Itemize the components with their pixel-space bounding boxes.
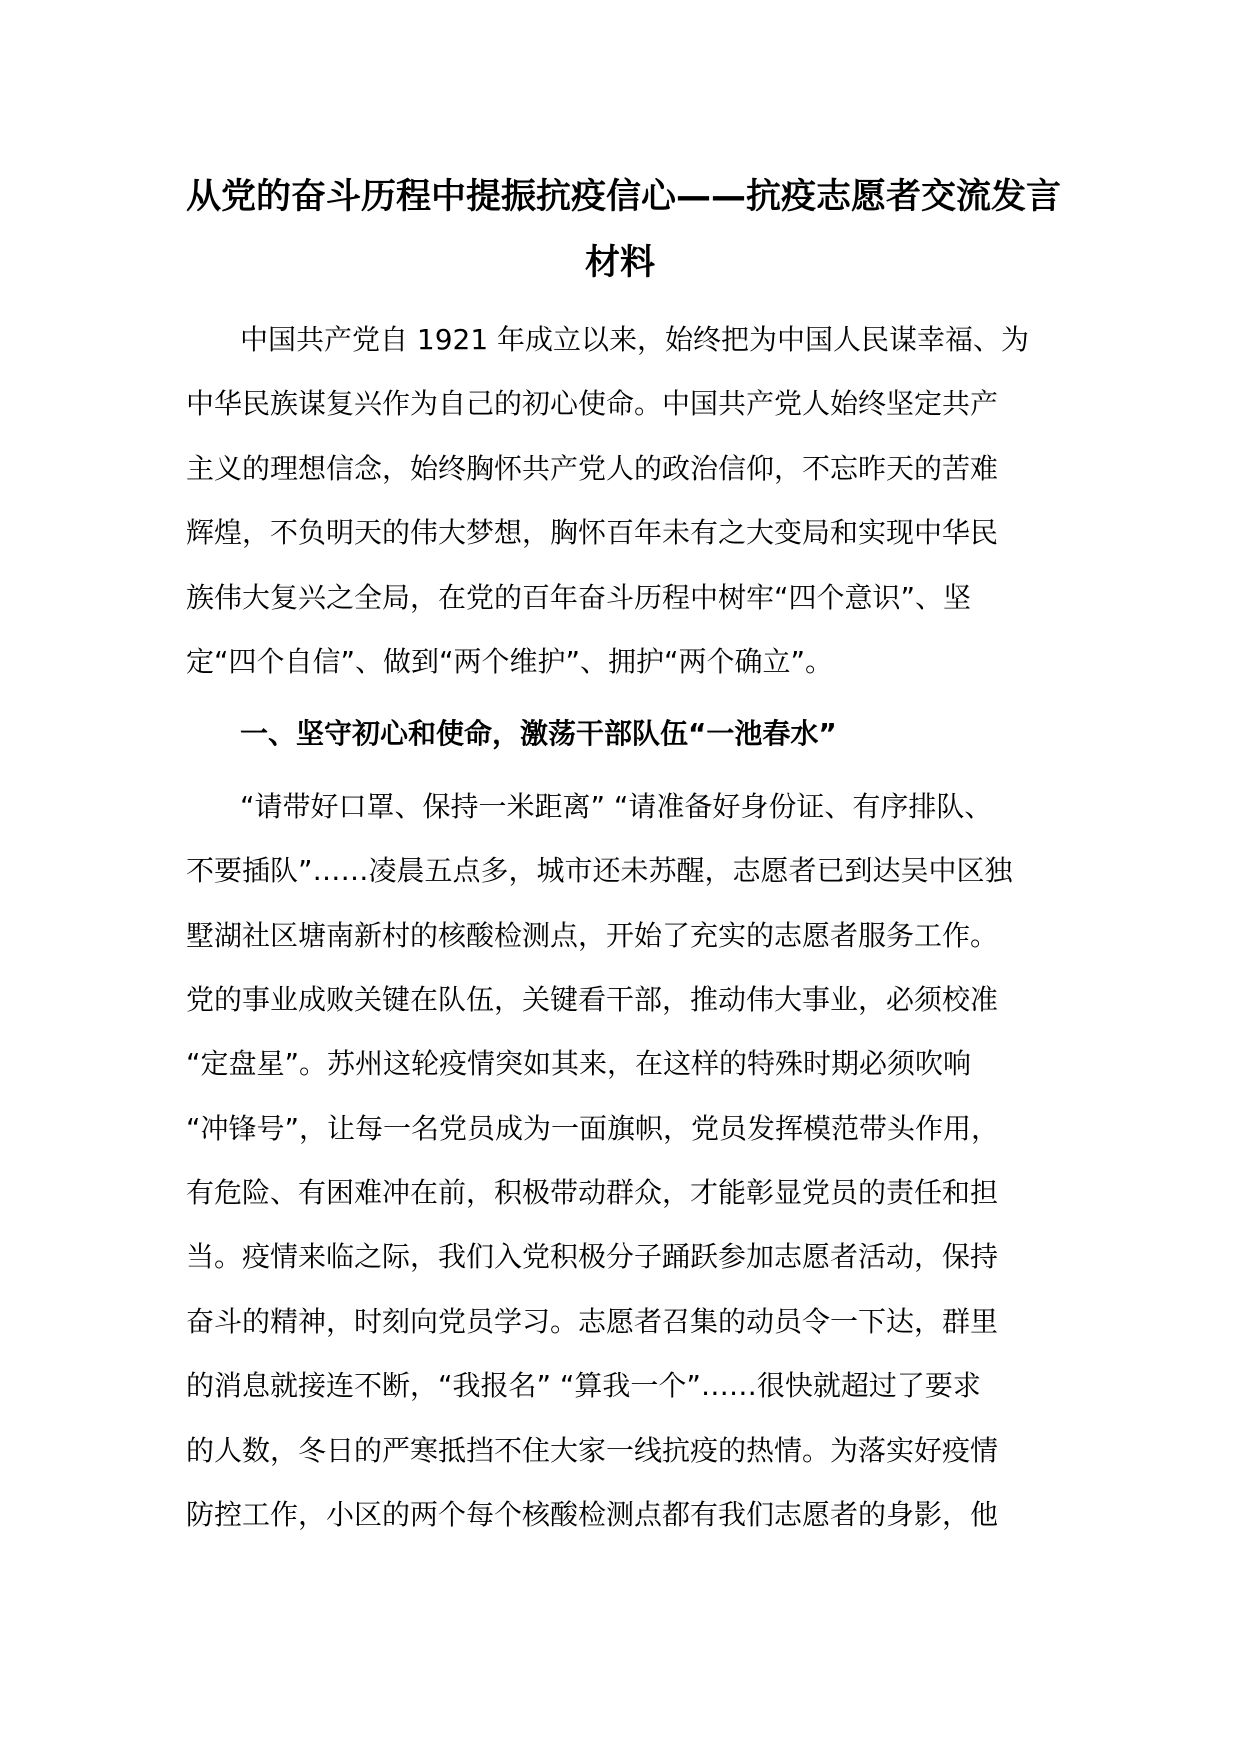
document-body <box>186 308 1066 1547</box>
paragraph-line: 的消息就接连不断，“我报名” “算我一个”……很快就超过了要求 <box>186 1369 981 1403</box>
paragraph-line: 辉煌，不负明天的伟大梦想，胸怀百年未有之大变局和实现中华民 <box>186 516 999 550</box>
section-paragraph <box>186 775 1066 1548</box>
paragraph-line: 当。疫情来临之际，我们入党积极分子踊跃参加志愿者活动，保持 <box>186 1240 999 1274</box>
paragraph-line: “定盘星”。苏州这轮疫情突如其来，在这样的特殊时期必须吹响 <box>186 1047 972 1081</box>
section-heading: 一、坚守初心和使命，激荡干部队伍“一池春水” <box>240 717 837 751</box>
paragraph-line: 族伟大复兴之全局，在党的百年奋斗历程中树牢“四个意识”、坚 <box>186 580 972 614</box>
paragraph-line: “请带好口罩、保持一米距离” “请准备好身份证、有序排队、 <box>240 789 993 823</box>
paragraph-line: 主义的理想信念，始终胸怀共产党人的政治信仰，不忘昨天的苦难 <box>186 451 999 485</box>
document-title <box>186 164 1062 296</box>
paragraph-line: “冲锋号”，让每一名党员成为一面旗帜，党员发挥模范带头作用， <box>186 1111 1000 1145</box>
paragraph-line: 防控工作，小区的两个每个核酸检测点都有我们志愿者的身影，他 <box>186 1498 999 1532</box>
paragraph-line: 定“四个自信”、做到“两个维护”、拥护“两个确立”。 <box>186 644 834 678</box>
paragraph-line: 奋斗的精神，时刻向党员学习。志愿者召集的动员令一下达，群里 <box>186 1304 999 1338</box>
title-line: 从党的奋斗历程中提振抗疫信心——抗疫志愿者交流发言 <box>186 177 1062 217</box>
paragraph-line: 墅湖社区塘南新村的核酸检测点，开始了充实的志愿者服务工作。 <box>186 918 999 952</box>
paragraph-line: 中华民族谋复兴作为自己的初心使命。中国共产党人始终坚定共产 <box>186 387 999 421</box>
paragraph-line: 不要插队”……凌晨五点多，城市还未苏醒，志愿者已到达吴中区独 <box>186 854 1013 888</box>
paragraph-line: 有危险、有困难冲在前，积极带动群众，才能彰显党员的责任和担 <box>186 1176 999 1210</box>
paragraph-line: 中国共产党自 1921 年成立以来，始终把为中国人民谋幸福、为 <box>240 323 1030 356</box>
paragraph-line: 的人数，冬日的严寒抵挡不住大家一线抗疫的热情。为落实好疫情 <box>186 1433 999 1467</box>
title-line: 材料 <box>584 243 655 283</box>
intro-paragraph <box>186 308 1066 694</box>
paragraph-line: 党的事业成败关键在队伍，关键看干部，推动伟大事业，必须校准 <box>186 982 999 1016</box>
